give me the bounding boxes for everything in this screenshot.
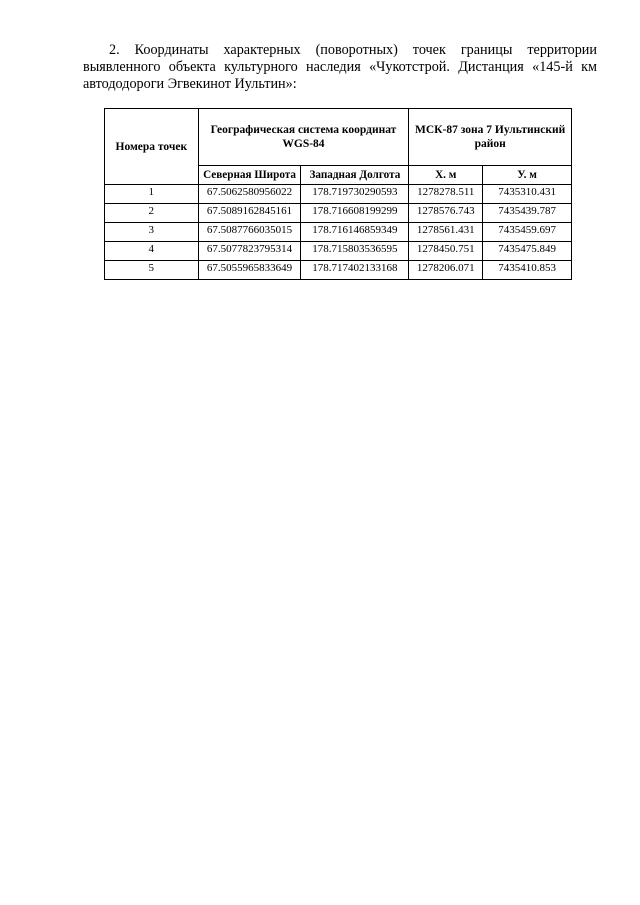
header-point-numbers: Номера точек [105,109,199,185]
cell-x: 1278561.431 [409,223,483,242]
cell-point-number: 3 [105,223,199,242]
table-row [105,261,572,280]
cell-longitude: 178.716146859349 [301,223,409,242]
cell-point-number: 1 [105,185,199,204]
cell-x: 1278206.071 [409,261,483,280]
cell-latitude: 67.5087766035015 [198,223,301,242]
table-row [105,223,572,242]
coordinates-table [104,108,572,280]
cell-y: 7435439.787 [483,204,572,223]
subheader-west-longitude: Западная Долгота [301,166,409,185]
header-msk-system: МСК-87 зона 7 Иультинский район [409,109,572,166]
cell-longitude: 178.715803536595 [301,242,409,261]
cell-x: 1278450.751 [409,242,483,261]
cell-point-number: 5 [105,261,199,280]
cell-latitude: 67.5055965833649 [198,261,301,280]
cell-y: 7435459.697 [483,223,572,242]
cell-longitude: 178.719730290593 [301,185,409,204]
cell-latitude: 67.5089162845161 [198,204,301,223]
cell-x: 1278278.511 [409,185,483,204]
table-row [105,185,572,204]
table-header-row [105,109,572,166]
cell-y: 7435410.853 [483,261,572,280]
cell-y: 7435310.431 [483,185,572,204]
cell-latitude: 67.5077823795314 [198,242,301,261]
table-row [105,242,572,261]
cell-longitude: 178.716608199299 [301,204,409,223]
subheader-north-latitude: Северная Широта [198,166,301,185]
header-geographic-system: Географическая система координат WGS-84 [198,109,409,166]
cell-y: 7435475.849 [483,242,572,261]
intro-paragraph: 2. Координаты характерных (поворотных) точек границы территории выявленного объекта культурного наследия «Чукотстрой. Дистанция «145-й км автододороги Эгвекинот Иультин»: [83,42,597,92]
cell-point-number: 2 [105,204,199,223]
subheader-y: У. м [483,166,572,185]
cell-point-number: 4 [105,242,199,261]
cell-longitude: 178.717402133168 [301,261,409,280]
cell-latitude: 67.5062580956022 [198,185,301,204]
table-row [105,204,572,223]
subheader-x: Х. м [409,166,483,185]
cell-x: 1278576.743 [409,204,483,223]
